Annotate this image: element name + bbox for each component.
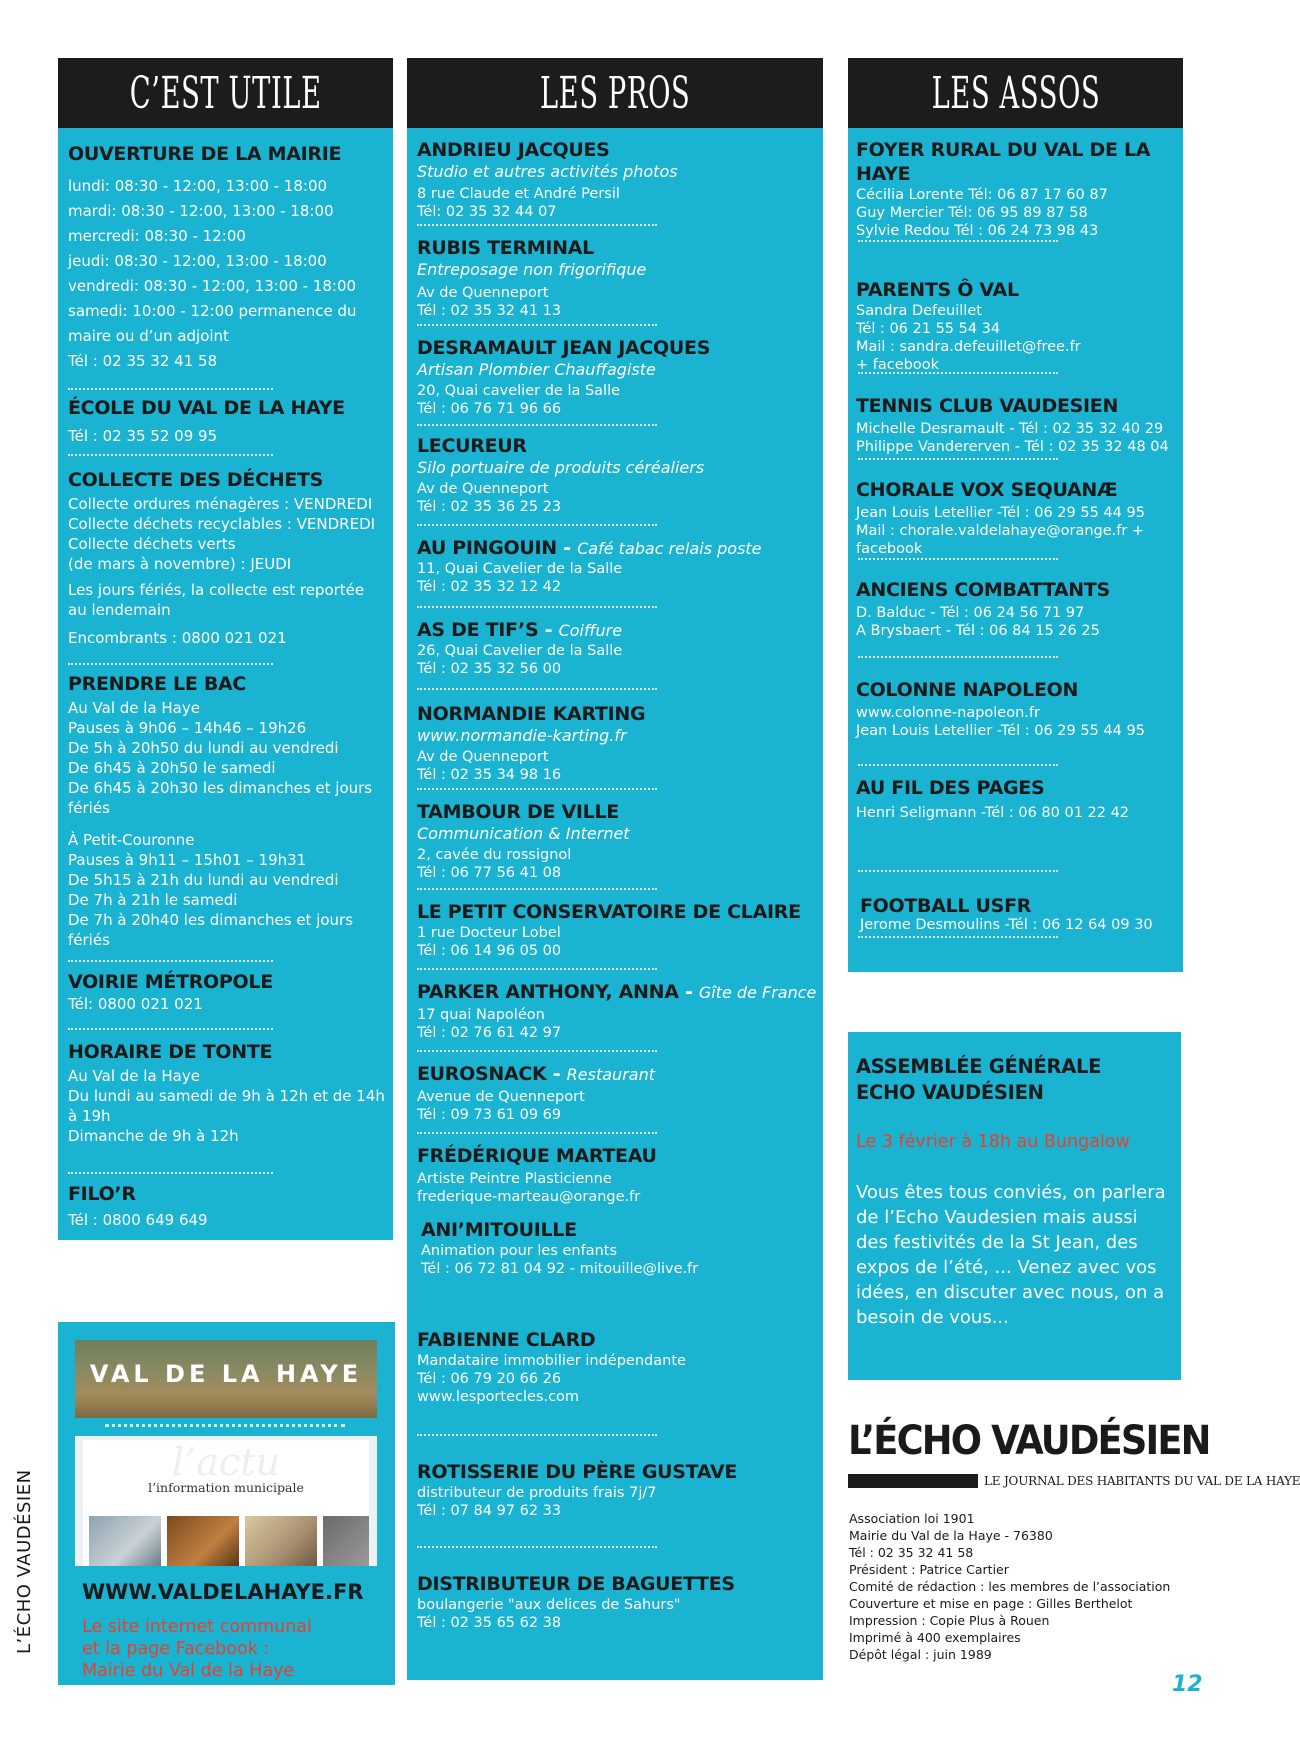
website-page: l’actu l’information municipale — [83, 1440, 369, 1566]
divider — [417, 688, 657, 690]
pro-eurosnack: EUROSNACK - Restaurant Avenue de Quenneport Tél : 09 73 61 09 69 — [417, 1063, 655, 1123]
assemblee-title: ASSEMBLÉE GÉNÉRALE ECHO VAUDÉSIEN — [856, 1055, 1102, 1104]
section-title: OUVERTURE DE LA MAIRIE — [68, 143, 342, 165]
thumbnail-image — [167, 1516, 239, 1566]
divider — [417, 606, 657, 608]
divider — [858, 558, 1058, 560]
section-voirie: VOIRIE MÉTROPOLE Tél: 0800 021 021 — [68, 970, 383, 1014]
pro-clard: FABIENNE CLARD Mandataire immobilier indépendante Tél : 06 79 20 66 26 www.lesportecles.com — [417, 1329, 686, 1405]
divider — [417, 968, 657, 970]
divider — [68, 960, 273, 962]
divider — [858, 458, 1058, 460]
section-title: PRENDRE LE BAC — [68, 673, 247, 695]
asso-tennis: TENNIS CLUB VAUDESIEN Michelle Desramault - Tél : 02 35 32 40 29 Philippe Vandererven - Tél : 02 35 32 48 04 — [856, 395, 1169, 455]
divider — [858, 936, 1058, 938]
website-screenshot — [75, 1340, 377, 1566]
divider — [68, 1172, 273, 1174]
pro-pingouin: AU PINGOUIN - Café tabac relais poste 11, Quai Cavelier de la Salle Tél : 02 35 32 12 42 — [417, 537, 762, 595]
pro-marteau: FRÉDÉRIQUE MARTEAU Artiste Peintre Plasticienne frederique-marteau@orange.fr — [417, 1145, 657, 1205]
section-bac: PRENDRE LE BAC Au Val de la Haye Pauses à 9h06 – 14h46 – 19h26 De 5h à 20h50 du lundi au vendredi De 6h45 à 20h50 le samedi De 6h45 à 20h30 les dimanches et jours fériés À Petit-Couronne Pauses à 9h11 – 15h01 – 19h31 De 5h15 à 21h du lundi au vendredi De 7h à 21h le samedi De 7h à 20h40 les dimanches et jours fériés — [68, 672, 383, 950]
assemblee-text: Vous êtes tous conviés, on parlera de l’Echo Vaudesien mais aussi des festivités de la St Jean, des expos de l’été, ... Venez avec vos idées, en discuter avec nous, on a besoin de vous... — [856, 1182, 1166, 1328]
pro-desramault: DESRAMAULT JEAN JACQUES Artisan Plombier Chauffagiste 20, Quai cavelier de la Salle Tél : 06 76 71 96 66 — [417, 337, 711, 417]
column-assos — [848, 128, 1183, 972]
asso-colonne-napoleon: COLONNE NAPOLEON www.colonne-napoleon.fr Jean Louis Letellier -Tél : 06 29 55 44 95 — [856, 679, 1145, 739]
thumbnail-image — [89, 1516, 161, 1566]
divider — [68, 1028, 273, 1030]
asso-au-fil-des-pages: AU FIL DES PAGES Henri Seligmann -Tél : 06 80 01 22 42 — [856, 777, 1130, 821]
divider — [417, 324, 657, 326]
header-pros: LES PROS — [407, 58, 823, 128]
pro-tambour: TAMBOUR DE VILLE Communication & Internet 2, cavée du rossignol Tél : 06 77 56 41 08 — [417, 801, 630, 881]
website-url[interactable]: WWW.VALDELAHAYE.FR — [82, 1580, 364, 1604]
section-ecole: ÉCOLE DU VAL DE LA HAYE Tél : 02 35 52 09 95 — [68, 396, 383, 449]
assemblee-date: Le 3 février à 18h au Bungalow — [856, 1132, 1130, 1152]
divider — [417, 424, 657, 426]
pro-karting: NORMANDIE KARTING www.normandie-karting.fr Av de Quenneport Tél : 02 35 34 98 16 — [417, 703, 646, 783]
section-title: COLLECTE DES DÉCHETS — [68, 469, 324, 491]
pro-conservatoire: LE PETIT CONSERVATOIRE DE CLAIRE 1 rue Docteur Lobel Tél : 06 14 96 05 00 — [417, 901, 801, 959]
section-filor: FILO’R Tél : 0800 649 649 — [68, 1182, 383, 1230]
divider — [858, 240, 1058, 242]
section-title: HORAIRE DE TONTE — [68, 1041, 273, 1063]
column-utile — [58, 128, 393, 1240]
divider — [417, 1546, 657, 1548]
section-mairie: OUVERTURE DE LA MAIRIE lundi: 08:30 - 12:00, 13:00 - 18:00 mardi: 08:30 - 12:00, 13:00 - 18:00 mercredi: 08:30 - 12:00 jeudi: 08:30 - 12:00, 13:00 - 18:00 vendredi: 08:30 - 12:00, 13:00 - 18:00 samedi: 10:00 - 12:00 permanence du maire ou d’un adjoint Tél : 02 35 32 41 58 — [68, 142, 383, 374]
website-nav — [75, 1418, 377, 1436]
column-pros — [407, 128, 823, 1680]
pro-rubis: RUBIS TERMINAL Entreposage non frigorifique Av de Quenneport Tél : 02 35 32 41 13 — [417, 237, 647, 319]
colophon: Association loi 1901 Mairie du Val de la Haye - 76380 Tél : 02 35 32 41 58 Président : Patrice Cartier Comité de rédaction : les membres de l’association Couverture et mise en page : Gilles Berthelot Impression : Copie Plus à Rouen Imprimé à 400 exemplaires Dépôt légal : juin 1989 — [849, 1511, 1171, 1662]
divider — [858, 764, 1058, 766]
divider — [417, 888, 657, 890]
website-caption: Le site internet communal et la page Facebook : Mairie du Val de la Haye — [82, 1617, 312, 1681]
assemblee-box — [848, 1032, 1181, 1380]
echo-vaudesien-logo: L’ÉCHO VAUDÉSIEN LE JOURNAL DES HABITANTS DU VAL DE LA HAYE — [848, 1418, 1300, 1488]
page-number: 12 — [1172, 1672, 1203, 1697]
divider — [417, 524, 657, 526]
pro-rotisserie: ROTISSERIE DU PÈRE GUSTAVE distributeur de produits frais 7j/7 Tél : 07 84 97 62 33 — [417, 1461, 738, 1519]
logo-bar — [848, 1474, 978, 1488]
asso-football: FOOTBALL USFR Jerome Desmoulins -Tél : 06 12 64 09 30 — [860, 895, 1153, 933]
section-title: VOIRIE MÉTROPOLE — [68, 971, 273, 993]
pro-lecureur: LECUREUR Silo portuaire de produits céréaliers Av de Quenneport Tél : 02 35 36 25 23 — [417, 435, 705, 515]
divider — [68, 663, 273, 665]
section-tonte: HORAIRE DE TONTE Au Val de la Haye Du lundi au samedi de 9h à 12h et de 14h à 19h Dimanche de 9h à 12h — [68, 1041, 385, 1145]
divider — [417, 224, 657, 226]
divider — [417, 788, 657, 790]
thumbnail-image — [323, 1516, 369, 1566]
pro-animitouille: ANI’MITOUILLE Animation pour les enfants Tél : 06 72 81 04 92 - mitouille@live.fr — [421, 1219, 699, 1277]
asso-parents-o-val: PARENTS Ô VAL Sandra Defeuillet Tél : 06 21 55 54 34 Mail : sandra.defeuillet@free.fr + facebook — [856, 279, 1081, 373]
side-label: L’ÉCHO VAUDÉSIEN — [14, 1469, 35, 1654]
divider — [858, 656, 1058, 658]
website-banner: VAL DE LA HAYE — [75, 1340, 377, 1418]
header-utile: C’EST UTILE — [58, 58, 393, 128]
divider — [858, 870, 1058, 872]
divider — [417, 1050, 657, 1052]
section-dechets: COLLECTE DES DÉCHETS Collecte ordures ménagères : VENDREDI Collecte déchets recyclables : VENDREDI Collecte déchets verts (de mars à novembre) : JEUDI Les jours fériés, la collecte est reportée au lendemain Encombrants : 0800 021 021 — [68, 468, 383, 648]
section-title: ÉCOLE DU VAL DE LA HAYE — [68, 397, 345, 419]
divider — [417, 1132, 657, 1134]
divider — [858, 372, 1058, 374]
asso-foyer-rural: FOYER RURAL DU VAL DE LA HAYE Cécilia Lorente Tél: 06 87 17 60 87 Guy Mercier Tél: 06 95 89 87 58 Sylvie Redou Tél : 06 24 73 98 43 — [856, 139, 1151, 239]
divider — [68, 454, 273, 456]
divider — [68, 388, 273, 390]
asso-chorale: CHORALE VOX SEQUANÆ Jean Louis Letellier -Tél : 06 29 55 44 95 Mail : chorale.valdelahaye@orange.fr + facebook — [856, 479, 1145, 557]
website-box — [58, 1322, 395, 1685]
pro-baguettes: DISTRIBUTEUR DE BAGUETTES boulangerie "aux delices de Sahurs" Tél : 02 35 65 62 38 — [417, 1573, 735, 1631]
pro-andrieu: ANDRIEU JACQUES Studio et autres activités photos 8 rue Claude et André Persil Tél: 02 35 32 44 07 — [417, 139, 678, 220]
thumbnail-image — [245, 1516, 317, 1566]
pro-parker: PARKER ANTHONY, ANNA - Gîte de France 17 quai Napoléon Tél : 02 76 61 42 97 — [417, 981, 817, 1041]
pro-asdetifs: AS DE TIF’S - Coiffure 26, Quai Cavelier de la Salle Tél : 02 35 32 56 00 — [417, 619, 623, 677]
section-title: FILO’R — [68, 1183, 136, 1205]
divider — [417, 1434, 657, 1436]
header-assos: LES ASSOS — [848, 58, 1183, 128]
asso-anciens-combattants: ANCIENS COMBATTANTS D. Balduc - Tél : 06 24 56 71 97 A Brysbaert - Tél : 06 84 15 26 25 — [856, 579, 1110, 639]
